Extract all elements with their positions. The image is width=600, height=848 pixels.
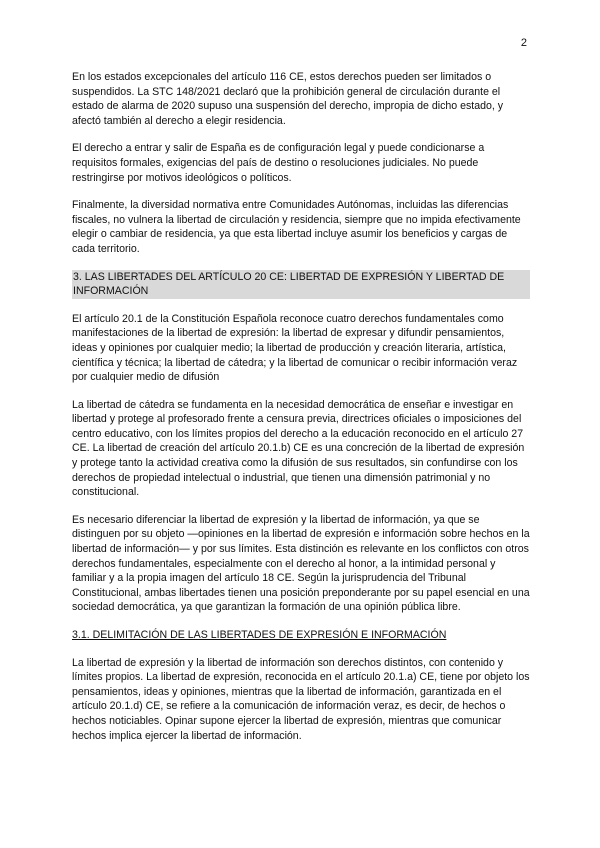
- paragraph: El artículo 20.1 de la Constitución Española reconoce cuatro derechos fundamentales como manifestaciones de la libertad de expresión: la libertad de expresar y difundir pensamientos, ideas y opiniones por cualquier medio; la libertad de producción y creación literaria, artística, científica y técnica; la libertad de cátedra; y la libertad de comunicar o recibir información veraz por cualquier medio de difusión: [72, 312, 518, 384]
- paragraph: Es necesario diferenciar la libertad de expresión y la libertad de información, ya que se distinguen por su objeto —opiniones en la libertad de expresión e información sobre hechos en la libertad de información— y por sus límites. Esta distinción es relevante en los conflictos con otros derechos fundamentales, especialmente con el derecho al honor, a la intimidad personal y familiar y a la propia imagen del artículo 18 CE. Según la jurisprudencia del Tribunal Constitucional, ambas libertades tienen una posición preponderante por su papel esencial en una sociedad democrática, ya que garantizan la formación de una opinión pública libre.: [72, 513, 530, 614]
- paragraph: El derecho a entrar y salir de España es de configuración legal y puede condicionarse a requisitos formales, exigencias del país de destino o resoluciones judiciales. No puede restringirse por motivos ideológicos o políticos.: [72, 142, 485, 184]
- paragraph: La libertad de cátedra se fundamenta en la necesidad democrática de enseñar e investigar en libertad y protege al profesorado frente a censura previa, directrices oficiales o imposiciones del centro educativo, con los límites propios del derecho a la educación reconocido en el artículo 27 CE. La libertad de creación del artículo 20.1.b) CE es una concreción de la libertad de expresión y protege tanto la actividad creativa como la difusión de sus resultados, sin confundirse con los derechos de propiedad intelectual o industrial, que tienen una dimensión patrimonial y no constitucional.: [72, 398, 525, 499]
- document-body: [72, 70, 530, 756]
- section-heading: 3. LAS LIBERTADES DEL ARTÍCULO 20 CE: LIBERTAD DE EXPRESIÓN Y LIBERTAD DE INFORMACIÓN: [72, 270, 530, 299]
- page-number: 2: [520, 37, 527, 49]
- subsection-heading: 3.1. DELIMITACIÓN DE LAS LIBERTADES DE EXPRESIÓN E INFORMACIÓN: [72, 629, 447, 641]
- paragraph: En los estados excepcionales del artículo 116 CE, estos derechos pueden ser limitados o suspendidos. La STC 148/2021 declaró que la prohibición general de circulación durante el estado de alarma de 2020 supuso una suspensión del derecho, impropia de dicho estado, y afectó también al derecho a elegir residencia.: [72, 71, 504, 127]
- paragraph: La libertad de expresión y la libertad de información son derechos distintos, con contenido y límites propios. La libertad de expresión, reconocida en el artículo 20.1.a) CE, tiene por objeto los pensamientos, ideas y opiniones, mientras que la libertad de información, garantizada en el artículo 20.1.d) CE, se refiere a la comunicación de información veraz, es decir, de hechos o hechos noticiables. Opinar supone ejercer la libertad de expresión, mientras que comunicar hechos implica ejercer la libertad de información.: [72, 656, 530, 742]
- paragraph: Finalmente, la diversidad normativa entre Comunidades Autónomas, incluidas las diferencias fiscales, no vulnera la libertad de circulación y residencia, siempre que no impida efectivamente elegir o cambiar de residencia, ya que esta libertad incluye asumir los beneficios y cargas de cada territorio.: [72, 199, 521, 255]
